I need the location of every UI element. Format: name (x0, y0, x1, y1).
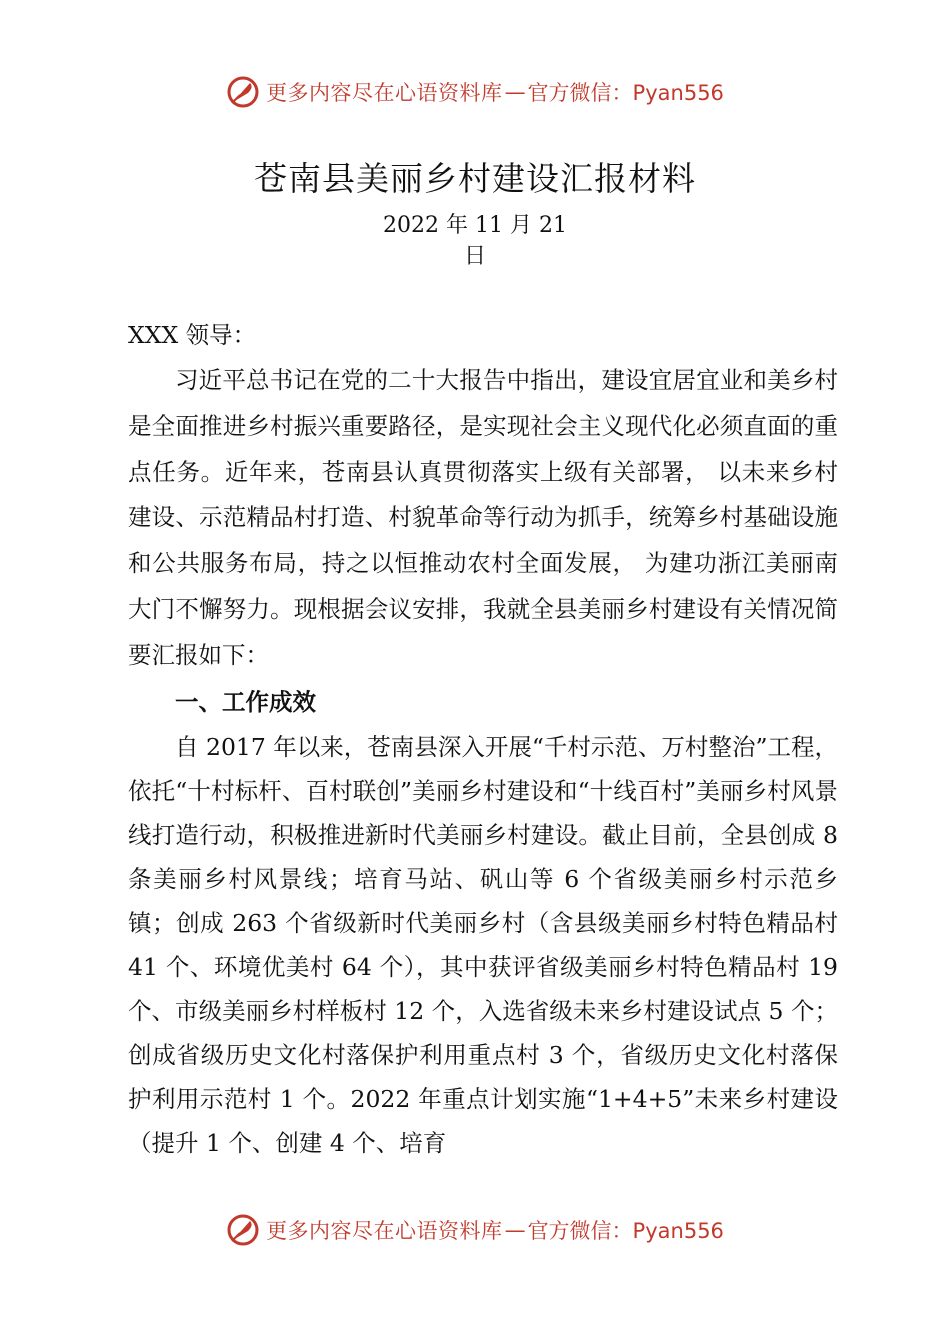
date-line-1: 2022 年 11 月 21 (383, 213, 567, 238)
document-body (128, 312, 838, 1165)
intro-paragraph: 习近平总书记在党的二十大报告中指出，建设宜居宜业和美乡村是全面推进乡村振兴重要路径，是实现社会主义现代化必须直面的重点任务。近年来，苍南县认真贯彻落实上级有关部署， 以未来乡村建设、示范精品村打造、村貌革命等行动为抓手，统筹乡村基础设施和公共服务布局，持之以恒推动农村全面发展， 为建功浙江美丽南大门不懈努力。现根据会议安排，我就全县美丽乡村建设有关情况简要汇报如下： (128, 366, 838, 669)
document-title: 苍南县美丽乡村建设汇报材料 (254, 159, 696, 198)
watermark-dash: — (504, 80, 526, 104)
watermark-contact: 官方微信：Pyan556 (527, 1219, 724, 1243)
feather-pen-logo-icon (226, 1213, 260, 1247)
salutation: XXX 领导： (128, 321, 257, 349)
feather-pen-logo-icon (226, 75, 260, 109)
watermark-text: 更多内容尽在心语资料库 (266, 81, 503, 105)
section-heading: 一、工作成效 (175, 687, 316, 716)
date-line-2: 日 (463, 244, 486, 269)
watermark-contact: 官方微信：Pyan556 (527, 81, 724, 105)
watermark-banner-bottom (0, 1210, 950, 1250)
watermark-banner-top (0, 72, 950, 112)
section-paragraph: 自 2017 年以来，苍南县深入开展“千村示范、万村整治”工程，依托“十村标杆、百村联创”美丽乡村建设和“十线百村”美丽乡村风景线打造行动，积极推进新时代美丽乡村建设。截止目前，全县创成 8 条美丽乡村风景线；培育马站、矾山等 6 个省级美丽乡村示范乡镇；创成 263 个省级新时代美丽乡村（含县级美丽乡村特色精品村 41 个、环境优美村 64 个），其中获评省级美丽乡村特色精品村 19 个、市级美丽乡村样板村 12 个，入选省级未来乡村建设试点 5 个；创成省级历史文化村落保护利用重点村 3 个，省级历史文化村落保护利用示范村 1 个。2022 年重点计划实施“1+4+5”未来乡村建设（提升 1 个、创建 4 个、培育 (128, 732, 838, 1157)
watermark-dash: — (504, 1218, 526, 1242)
watermark-text: 更多内容尽在心语资料库 (266, 1219, 503, 1243)
document-date (0, 210, 950, 272)
